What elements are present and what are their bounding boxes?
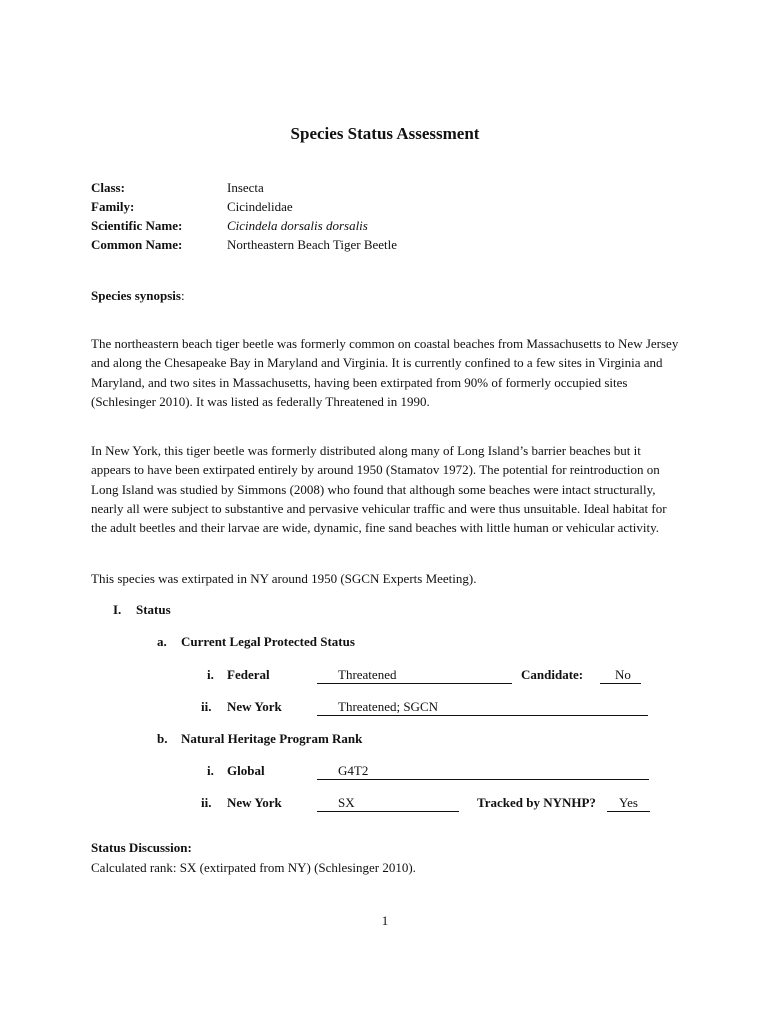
- ny-rank-field: [317, 795, 459, 812]
- federal-number: i.: [207, 667, 214, 682]
- class-value: Insecta: [227, 180, 264, 195]
- synopsis-heading: [91, 288, 185, 304]
- synopsis-paragraph-1: The northeastern beach tiger beetle was formerly common on coastal beaches from Massachusetts to New Jersey and along the Chesapeake Bay in Maryland and Virginia. It is currently confined to a few sites in Virginia and Maryland, and two sites in Massachusetts, having been extirpated from 90% of formerly occupied sites (Schlesinger 2010). It was listed as federally Threatened in 1990.: [91, 336, 679, 409]
- family-value: Cicindelidae: [227, 199, 293, 214]
- ny-rank-label: New York: [227, 795, 282, 810]
- page-title: Species Status Assessment: [290, 124, 480, 143]
- status-discussion-text: Calculated rank: SX (extirpated from NY) (Schlesinger 2010).: [91, 860, 416, 875]
- page-number: 1: [381, 913, 389, 928]
- federal-status-value: Threatened: [338, 667, 397, 682]
- ny-legal-status-field: [317, 699, 648, 716]
- family-label: Family:: [91, 199, 135, 214]
- ny-rank-number: ii.: [201, 795, 212, 810]
- ny-rank-value: SX: [338, 795, 355, 810]
- tracked-label: Tracked by NYNHP?: [477, 795, 596, 810]
- section-1-number: I.: [113, 602, 122, 617]
- federal-status-field: [317, 667, 512, 684]
- tracked-field: [607, 795, 650, 812]
- tracked-value: Yes: [619, 795, 638, 810]
- common-name-value: Northeastern Beach Tiger Beetle: [227, 237, 398, 252]
- subsection-a-number: a.: [157, 634, 167, 649]
- subsection-b-number: b.: [157, 731, 168, 746]
- section-1-heading: Status: [136, 602, 171, 617]
- status-discussion-heading: Status Discussion:: [91, 840, 192, 855]
- candidate-value: No: [615, 667, 631, 682]
- candidate-label: Candidate:: [521, 667, 584, 682]
- class-label: Class:: [91, 180, 125, 195]
- scientific-name-value: Cicindela dorsalis dorsalis: [227, 218, 368, 233]
- federal-label: Federal: [227, 667, 270, 682]
- synopsis-paragraph-2: In New York, this tiger beetle was formerly distributed along many of Long Island’s barrier beaches but it appears to have been extirpated entirely by around 1950 (Stamatov 1972). The potential for reintroduction on Long Island was studied by Simmons (2008) who found that although some beaches were intact structurally, nearly all were subject to substantive and pervasive vehicular traffic and were thus unsuitable. Ideal habitat for the adult beetles and their larvae are wide, dynamic, fine sand beaches with little human or vehicular activity.: [91, 443, 667, 536]
- scientific-name-label: Scientific Name:: [91, 218, 183, 233]
- candidate-field: [600, 667, 641, 684]
- global-rank-field: [317, 763, 649, 780]
- global-number: i.: [207, 763, 214, 778]
- synopsis-paragraph-3: This species was extirpated in NY around 1950 (SGCN Experts Meeting).: [91, 571, 477, 586]
- global-label: Global: [227, 763, 265, 778]
- ny-legal-status-value: Threatened; SGCN: [338, 699, 439, 714]
- ny-legal-number: ii.: [201, 699, 212, 714]
- synopsis-colon: :: [180, 288, 185, 303]
- synopsis-heading-text: Species synopsis: [91, 288, 181, 303]
- ny-legal-label: New York: [227, 699, 282, 714]
- global-rank-value: G4T2: [338, 763, 369, 778]
- subsection-a-heading: Current Legal Protected Status: [181, 634, 355, 649]
- common-name-label: Common Name:: [91, 237, 183, 252]
- subsection-b-heading: Natural Heritage Program Rank: [181, 731, 363, 746]
